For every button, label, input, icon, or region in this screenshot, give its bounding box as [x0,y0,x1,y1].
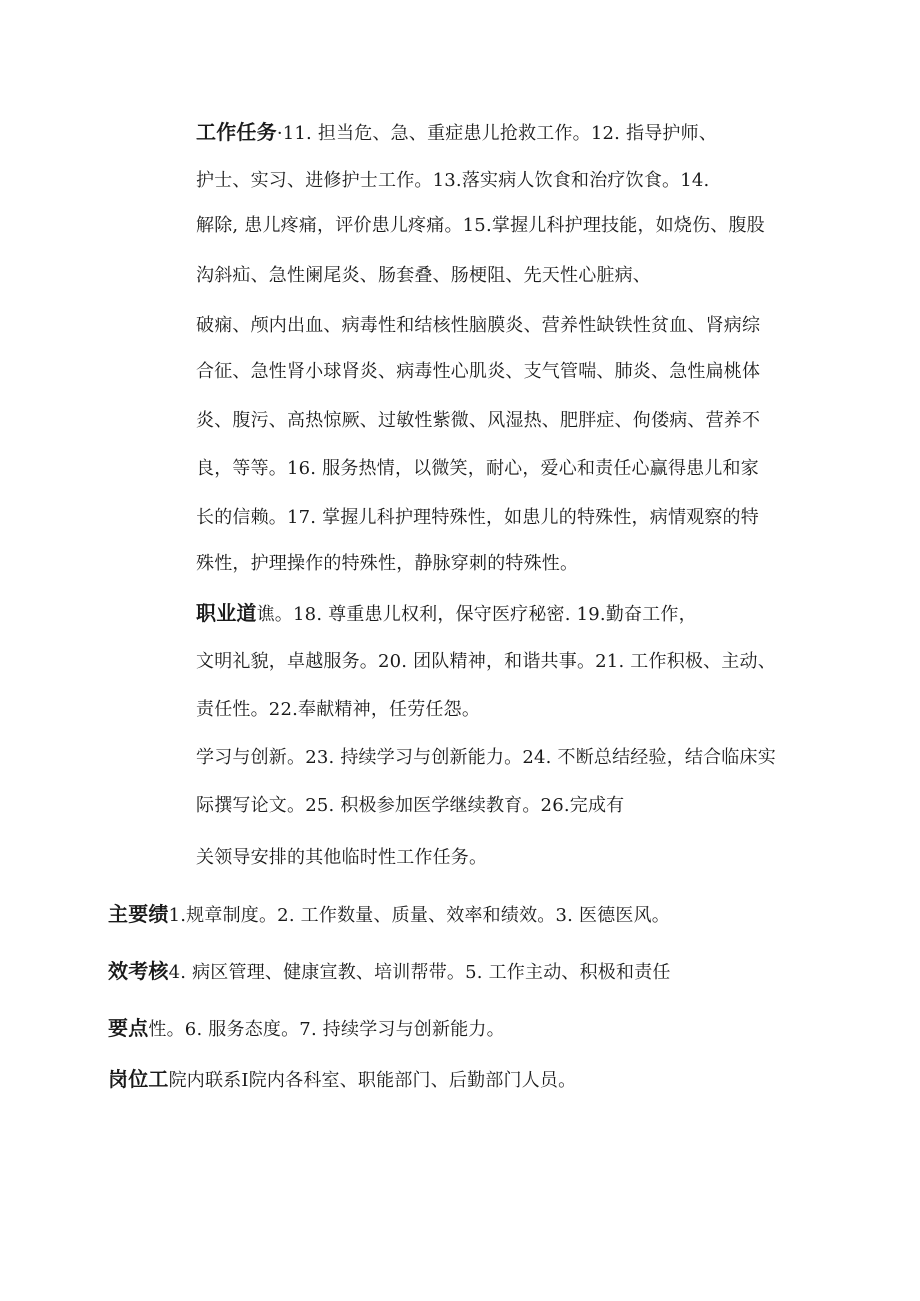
kpi-text-2: 4. 病区管理、健康宣教、培训帮带。5. 工作主动、积极和责任 [168,962,671,983]
kpi-row-3 [108,1015,738,1043]
work-tasks-line-6: 合征、急性肾小球肾炎、病毒性心肌炎、支气管喘、肺炎、急性扁桃体 [196,361,761,382]
ethics-line-2: 文明礼貌，卓越服务。20. 团队精神，和谐共事。21. 工作积极、主动、 [196,651,776,672]
kpi-label-1: 主要绩 [108,902,169,926]
work-tasks-line-9: 长的信赖。17. 掌握儿科护理特殊性，如患儿的特殊性，病情观察的特 [196,507,759,528]
learning-line-3: 关领导安排的其他临时性工作任务。 [196,847,488,868]
work-tasks-line-2: 护士、实习、进修护士工作。13.落实病人饮食和治疗饮食。14. [196,170,710,191]
relations-text: 院内联系I院内各科室、职能部门、后勤部门人员。 [168,1070,577,1091]
kpi-row-1 [108,901,738,929]
work-tasks-line-10: 殊性，护理操作的特殊性，静脉穿刺的特殊性。 [196,553,579,574]
kpi-text-3: 性。6. 服务态度。7. 持续学习与创新能力。 [148,1019,505,1040]
ethics-text: 谯。18. 尊重患儿权利，保守医疗秘密. 19.勤奋工作， [256,604,697,625]
work-tasks-line-1 [196,119,826,147]
ethics-line-3: 责任性。22.奉献精神，任劳任怨。 [196,699,481,720]
work-tasks-line-4: 沟斜疝、急性阑尾炎、肠套叠、肠梗阻、先天性心脏病、 [196,265,651,286]
work-tasks-line-5: 破痫、颅内出血、病毒性和结核性脑膜炎、营养性缺铁性贫血、肾病综 [196,315,761,336]
work-tasks-line-7: 炎、腹污、高热惊厥、过敏性紫微、风湿热、肥胖症、佝偻病、营养不 [196,410,761,431]
work-tasks-line-3: 解除, 患儿疼痛，评价患儿疼痛。15.掌握儿科护理技能，如烧伤、腹股 [196,215,765,236]
learning-line-1: 学习与创新。23. 持续学习与创新能力。24. 不断总结经验，结合临床实 [196,747,776,768]
work-tasks-label: 工作任务 [196,120,277,144]
relations-label: 岗位工 [108,1067,169,1091]
ethics-label: 职业道 [196,601,257,625]
kpi-label-2: 效考核 [108,959,169,983]
learning-line-2: 际撰写论文。25. 积极参加医学继续教育。26.完成有 [196,795,625,816]
kpi-row-2 [108,958,738,986]
kpi-label-3: 要点 [108,1016,149,1040]
relations-row [108,1066,738,1094]
work-tasks-line-8: 良，等等。16. 服务热情，以微笑，耐心，爱心和责任心赢得患儿和家 [196,458,759,479]
ethics-line-1 [196,600,826,628]
work-tasks-text: ·11. 担当危、急、重症患儿抢救工作。12. 指导护师、 [276,123,718,144]
kpi-text-1: 1.规章制度。2. 工作数量、质量、效率和绩效。3. 医德医风。 [168,905,670,926]
